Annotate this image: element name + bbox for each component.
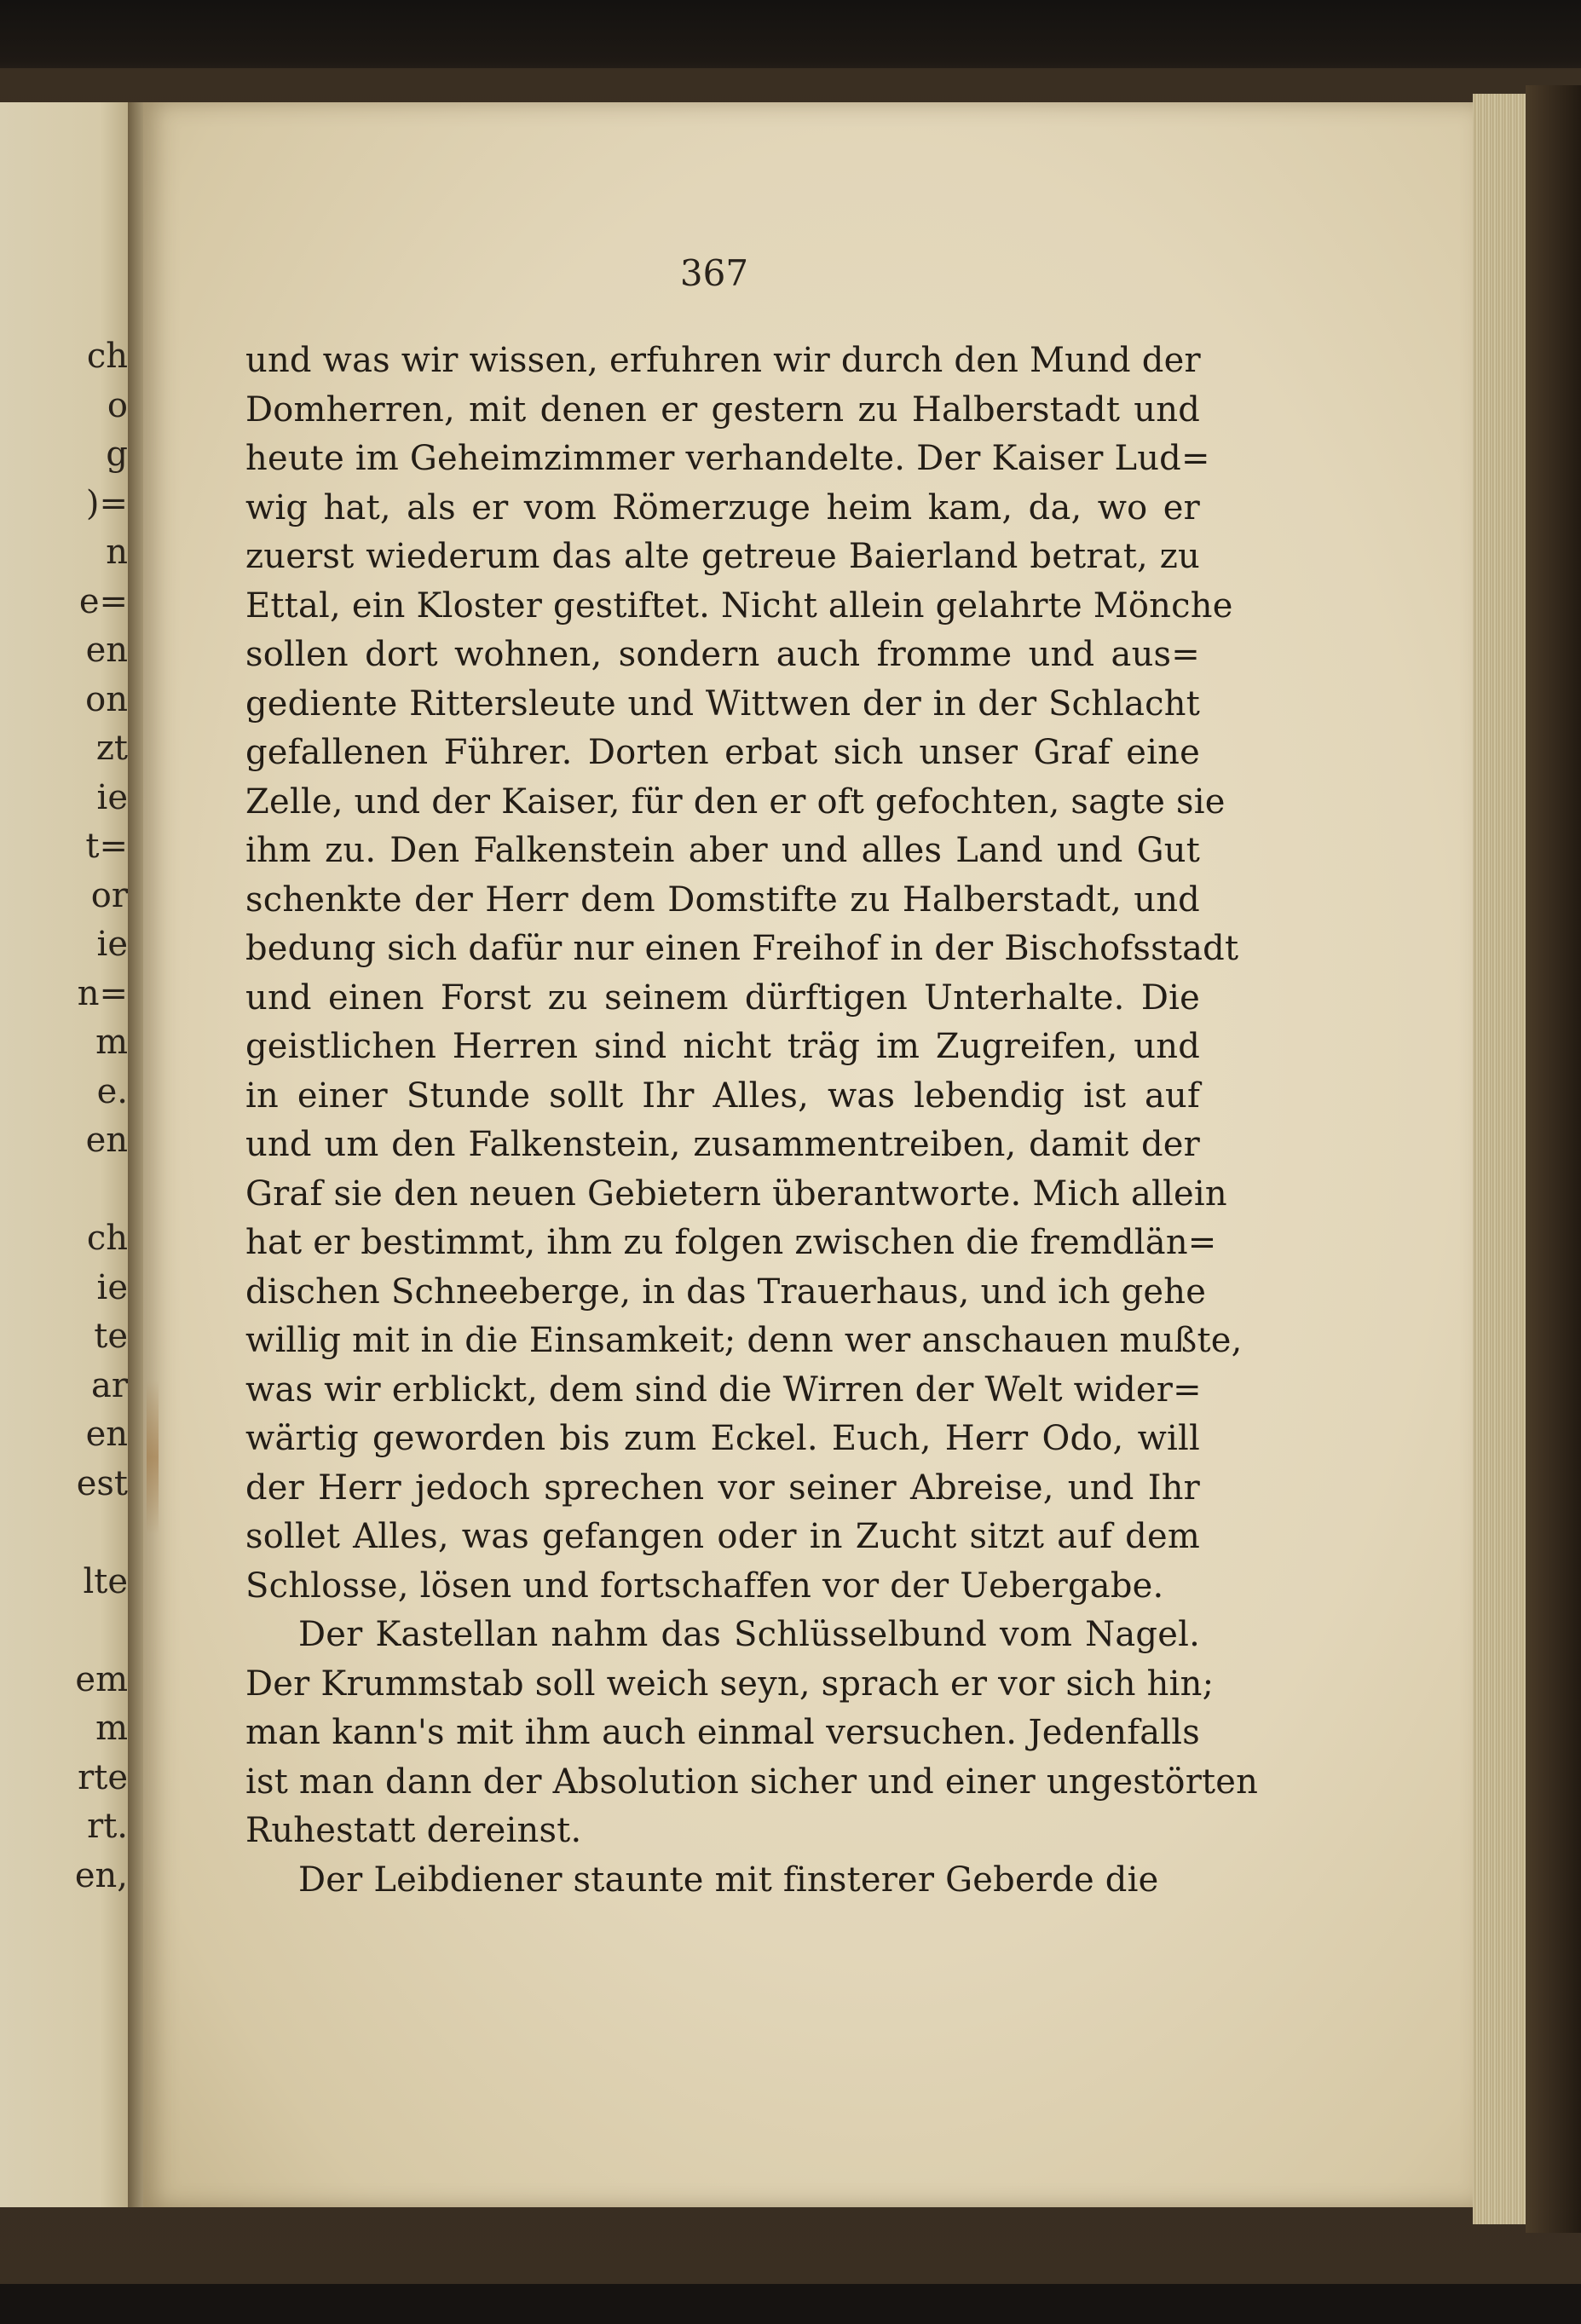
text-line: sollet Alles, was gefangen oder in Zucht sitzt auf dem	[245, 1517, 1200, 1556]
left-page-fragment: te	[94, 1317, 128, 1356]
text-line: dischen Schneeberge, in das Trauerhaus, und ich gehe	[245, 1272, 1207, 1312]
left-page-fragment: em	[75, 1659, 128, 1699]
left-page-fragment: ch	[86, 337, 128, 376]
left-page-fragment: rt.	[87, 1807, 128, 1846]
left-page-fragment: ie	[96, 1267, 128, 1307]
text-line: Zelle, und der Kaiser, für den er oft gefochten, sagte sie	[245, 781, 1226, 822]
text-line: Graf sie den neuen Gebietern überantworte. Mich allein	[245, 1174, 1227, 1214]
text-line: Domherren, mit denen er gestern zu Halberstadt und	[245, 389, 1200, 430]
book-edge-shadow	[1526, 85, 1581, 2233]
text-line: hat er bestimmt, ihm zu folgen zwischen die fremdlän=	[245, 1223, 1217, 1262]
text-line: was wir erblickt, dem sind die Wirren der Welt wider=	[245, 1370, 1202, 1410]
left-page-fragment: rte	[78, 1757, 128, 1797]
left-page-fragment: n=	[77, 973, 128, 1013]
text-line: und um den Falkenstein, zusammentreiben, damit der	[245, 1125, 1200, 1164]
left-page-fragment: m	[95, 1023, 128, 1062]
text-line: Der Leibdiener staunte mit finsterer Geberde die	[298, 1860, 1159, 1900]
left-page-fragment: m	[95, 1709, 128, 1748]
left-page-fragment: ie	[96, 925, 128, 964]
left-page-fragment	[26, 1606, 128, 1656]
text-line: willig mit in die Einsamkeit; denn wer anschauen mußte,	[245, 1321, 1243, 1360]
text-line: wig hat, als er vom Römerzuge heim kam, da, wo er	[245, 487, 1200, 528]
left-page-fragment: g	[106, 435, 128, 474]
text-line: wärtig geworden bis zum Eckel. Euch, Herr Odo, will	[245, 1419, 1200, 1458]
left-page-fragment: ie	[96, 777, 128, 817]
left-page-fragment: e.	[96, 1071, 128, 1111]
left-page-fragment: est	[76, 1463, 128, 1503]
text-line: gefallenen Führer. Dorten erbat sich unser Graf eine	[245, 733, 1200, 772]
left-page	[0, 102, 143, 2207]
left-page-fragment: e=	[78, 581, 128, 621]
left-page-fragment: )=	[85, 483, 128, 523]
left-page-fragment: ar	[91, 1365, 128, 1405]
left-page-fragment: t=	[85, 827, 128, 866]
left-page-fragment	[26, 1508, 128, 1558]
text-line: Der Kastellan nahm das Schlüsselbund vom Nagel.	[298, 1615, 1200, 1654]
text-line: man kann's mit ihm auch einmal versuchen. Jedenfalls	[245, 1713, 1200, 1752]
page-edges	[1473, 94, 1526, 2224]
text-line: heute im Geheimzimmer verhandelte. Der Kaiser Lud=	[245, 439, 1210, 478]
text-line: Ruhestatt dereinst.	[245, 1811, 582, 1850]
left-page-fragment: en	[85, 631, 128, 670]
text-line: und was wir wissen, erfuhren wir durch den Mund der	[245, 341, 1201, 380]
page-number: 367	[679, 252, 749, 294]
text-line: der Herr jedoch sprechen vor seiner Abreise, und Ihr	[245, 1468, 1200, 1508]
text-line: zuerst wiederum das alte getreue Baierland betrat, zu	[245, 537, 1200, 576]
left-page-fragment: o	[107, 385, 128, 425]
left-page-fragment: n	[106, 533, 128, 572]
text-line: ist man dann der Absolution sicher und einer ungestörten	[245, 1762, 1259, 1802]
text-line: bedung sich dafür nur einen Freihof in der Bischofsstadt	[245, 929, 1239, 968]
left-page-fragment: en,	[74, 1855, 128, 1895]
left-page-text-fragments	[26, 332, 128, 1900]
text-line: in einer Stunde sollt Ihr Alles, was lebendig ist auf	[245, 1075, 1200, 1116]
text-line: Schlosse, lösen und fortschaffen vor der Uebergabe.	[245, 1566, 1164, 1606]
text-line: und einen Forst zu seinem dürftigen Unterhalte. Die	[245, 977, 1200, 1018]
text-line: geistlichen Herren sind nicht träg im Zugreifen, und	[245, 1027, 1200, 1066]
page-stain	[147, 1381, 159, 1534]
left-page-fragment: en	[85, 1415, 128, 1454]
text-line: gediente Rittersleute und Wittwen der in der Schlacht	[245, 683, 1200, 724]
left-page-fragment: ch	[86, 1219, 128, 1258]
left-page-fragment: en	[85, 1121, 128, 1160]
left-page-fragment	[26, 1166, 128, 1215]
page-body-text	[245, 337, 1259, 1905]
text-line: sollen dort wohnen, sondern auch fromme und aus=	[245, 635, 1200, 674]
text-line: schenkte der Herr dem Domstifte zu Halberstadt, und	[245, 879, 1200, 920]
text-line: Ettal, ein Kloster gestiftet. Nicht allein gelahrte Mönche	[245, 585, 1233, 626]
text-line: Der Krummstab soll weich seyn, sprach er vor sich hin;	[245, 1664, 1215, 1704]
left-page-fragment: lte	[83, 1561, 128, 1601]
left-page-fragment: or	[90, 875, 128, 915]
left-page-fragment: zt	[95, 729, 128, 768]
text-line: ihm zu. Den Falkenstein aber und alles Land und Gut	[245, 831, 1200, 870]
left-page-fragment: on	[85, 679, 128, 719]
